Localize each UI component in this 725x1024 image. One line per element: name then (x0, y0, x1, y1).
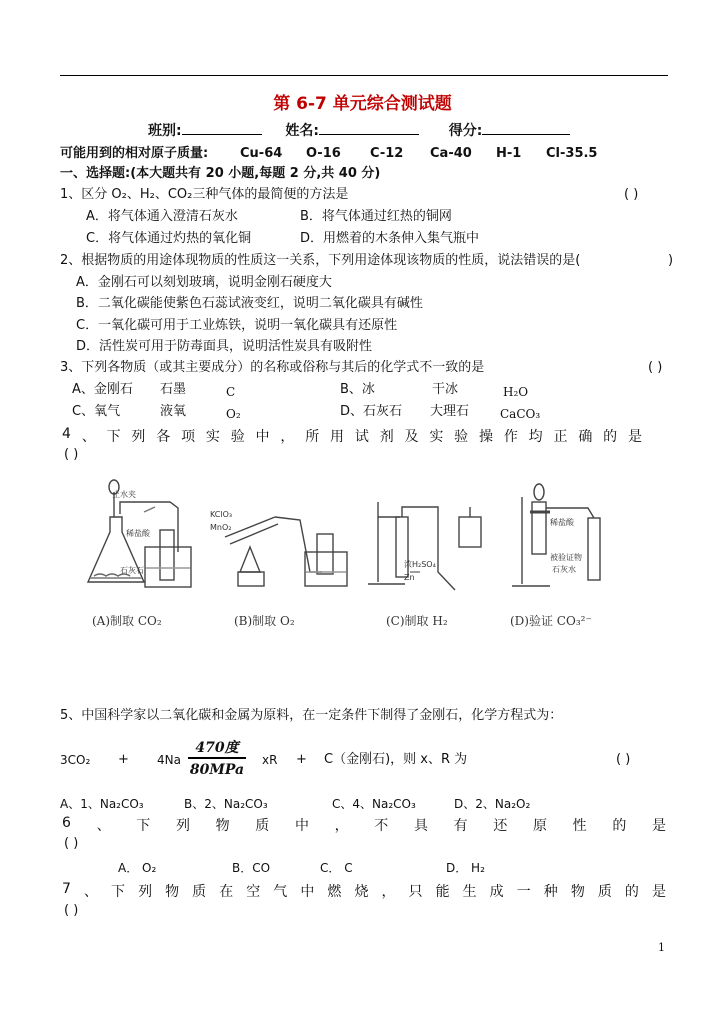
q4-answer-paren[interactable]: ( ) (64, 447, 79, 462)
stem-char: 能 (435, 884, 450, 900)
atomic-mass-item: Cl-35.5 (546, 146, 598, 161)
stem-char: 一 (516, 884, 531, 900)
q3-option-a-formula: C (226, 385, 236, 399)
limewater-tube-icon (588, 518, 600, 580)
q3-option-b-formula: H₂O (503, 385, 529, 399)
label-zhishuijia: 止水夹 (112, 490, 136, 499)
q2-option-b[interactable]: B．二氧化碳能使紫色石蕊试液变红，说明二氧化碳具有碱性 (76, 296, 423, 311)
stem-char: 的 (603, 429, 618, 445)
stem-char: 还 (493, 818, 508, 834)
stem-char: ， (280, 429, 295, 445)
name-field[interactable] (319, 122, 419, 135)
q3-option-c[interactable]: C、氧气 (72, 404, 121, 419)
stem-char: 下 (106, 429, 121, 445)
q6-option-a[interactable]: A． O₂ (118, 861, 157, 875)
q6-option-c[interactable]: C． C (320, 861, 353, 875)
stem-char: 空 (246, 884, 261, 900)
name-label: 姓名: (285, 123, 319, 139)
q1-option-d[interactable]: D．用燃着的木条伸入集气瓶中 (300, 231, 480, 246)
score-field[interactable] (482, 122, 570, 135)
stem-char: 在 (219, 884, 234, 900)
q5-eq-left1: 3CO₂ (60, 753, 91, 767)
stem-char: 中 (255, 429, 270, 445)
stem-char: 操 (479, 429, 493, 445)
stem-char: 是 (627, 429, 642, 445)
stem-char: 物 (215, 818, 230, 834)
q3-option-b-name: 干冰 (432, 382, 459, 397)
collection-tube-icon (160, 530, 174, 580)
q6-option-d[interactable]: D． H₂ (446, 861, 485, 875)
label-zn: Zn (404, 573, 415, 582)
q4-stem (62, 426, 642, 446)
stem-char: 烧 (354, 884, 369, 900)
atomic-mass-item: H-1 (496, 146, 522, 161)
q5-option-d[interactable]: D、2、Na₂O₂ (454, 797, 531, 811)
q5-condition-bottom: 80MPa (189, 762, 245, 778)
stem-char: 、 (83, 884, 98, 900)
stem-char: 种 (543, 884, 558, 900)
stem-char: 是 (652, 818, 666, 834)
collection-bottle-c-icon (459, 517, 481, 547)
stem-char: 物 (165, 884, 180, 900)
stem-char: 剂 (379, 429, 394, 445)
figure-caption-d: (D)验证 CO₃²⁻ (510, 614, 592, 628)
q3-option-c-formula: O₂ (226, 407, 241, 421)
q7-stem (62, 881, 666, 901)
stem-char: 具 (413, 818, 428, 834)
alcohol-lamp-icon (240, 547, 260, 572)
q2-answer-paren[interactable]: ) (668, 253, 674, 268)
stem-char: 原 (532, 818, 547, 834)
stem-char: 性 (572, 818, 587, 834)
stem-char: ， (334, 818, 349, 834)
q2-option-c[interactable]: C．一氧化碳可用于工业炼铁，说明一氧化碳具有还原性 (76, 318, 398, 333)
q1-option-b[interactable]: B．将气体通过红热的铜网 (300, 209, 452, 224)
page-title: 第 6-7 单元综合测试题 (273, 94, 452, 114)
q1-answer-paren[interactable]: ( ) (624, 187, 639, 202)
q5-answer-paren[interactable]: ( ) (616, 752, 631, 767)
q1-option-c[interactable]: C．将气体通过灼热的氧化铜 (86, 231, 252, 246)
q5-stem: 5、中国科学家以二氧化碳和金属为原料，在一定条件下制得了金刚石，化学方程式为： (60, 708, 563, 723)
stem-char: 正 (553, 429, 568, 445)
q5-eq-plus1: + (118, 752, 129, 767)
stem-char: 中 (294, 818, 309, 834)
figure-caption-b: (B)制取 O₂ (234, 614, 295, 628)
reaction-tube-d-icon (532, 502, 546, 554)
q5-option-a[interactable]: A、1、Na₂CO₃ (60, 797, 144, 811)
stem-char: 6 (62, 815, 71, 831)
class-field[interactable] (182, 122, 262, 135)
q5-arrow-line (188, 757, 246, 759)
header-fields (148, 122, 570, 139)
atomic-mass-item: O-16 (306, 146, 341, 161)
q1-option-a[interactable]: A．将气体通入澄清石灰水 (86, 209, 238, 224)
q3-answer-paren[interactable]: ( ) (648, 360, 663, 375)
stem-char: 实 (205, 429, 220, 445)
q1-stem: 1、区分 O₂、H₂、CO₂三种气体的最简便的方法是 (60, 187, 349, 202)
gas-jar-b-icon (317, 534, 333, 574)
q6-stem (62, 815, 666, 835)
trough-b-icon (305, 552, 347, 586)
stem-char: 各 (156, 429, 171, 445)
stem-char: 质 (255, 818, 270, 834)
trough-icon (145, 547, 191, 587)
label-shihuishi: 石灰石 (120, 566, 144, 575)
q3-stem: 3、下列各物质（或其主要成分）的名称或俗称与其后的化学式不一致的是 (60, 360, 485, 375)
dropper-bulb-icon (534, 484, 544, 500)
q2-option-a[interactable]: A．金刚石可以刻划玻璃，说明金刚石硬度大 (76, 275, 332, 290)
label-beiyanzheng: 被验证物 (550, 553, 582, 562)
stem-char: ， (381, 884, 396, 900)
stem-char: 均 (528, 429, 543, 445)
stem-char: 燃 (327, 884, 342, 900)
stem-char: 有 (453, 818, 468, 834)
stem-char: 列 (138, 884, 153, 900)
q3-option-a[interactable]: A、金刚石 (72, 382, 133, 397)
stem-char: 、 (81, 429, 96, 445)
stem-char: 作 (503, 429, 518, 445)
q5-eq-right1: xR (262, 753, 278, 767)
figure-caption-c: (C)制取 H₂ (386, 614, 448, 628)
q3-option-b[interactable]: B、冰 (340, 382, 375, 397)
stem-char: 、 (96, 818, 111, 834)
q3-option-d[interactable]: D、石灰石 (340, 404, 403, 419)
label-xiyansuan-d: 稀盐酸 (550, 518, 574, 527)
atomic-mass-list (240, 146, 597, 162)
q6-option-b[interactable]: B．CO (232, 861, 271, 875)
q5-condition-top: 470度 (195, 740, 239, 756)
q3-option-c-name: 液氧 (160, 404, 187, 419)
q2-stem: 2、根据物质的用途体现物质的性质这一关系，下列用途体现该物质的性质，说法错误的是( (60, 253, 581, 268)
q5-eq-right2: C（金刚石)，则 x、R 为 (324, 752, 468, 767)
score-label: 得分: (448, 123, 483, 139)
q3-option-a-name: 石墨 (160, 382, 187, 397)
q3-option-d-name: 大理石 (430, 404, 470, 419)
page-number: 1 (658, 941, 665, 954)
stem-char: 生 (462, 884, 477, 900)
stem-char: 及 (404, 429, 419, 445)
stem-char: 下 (136, 818, 151, 834)
atomic-mass-label: 可能用到的相对原子质量: (60, 146, 209, 161)
stem-char: 气 (273, 884, 288, 900)
stem-char: 验 (454, 429, 469, 445)
label-mno2: MnO₂ (210, 523, 232, 532)
stem-char: 实 (429, 429, 444, 445)
stem-char: 的 (624, 884, 639, 900)
stem-char: 4 (62, 426, 71, 442)
stem-char: 中 (300, 884, 315, 900)
top-rule (60, 75, 668, 76)
q5-eq-plus2: + (296, 752, 307, 767)
q6-answer-paren[interactable]: ( ) (64, 836, 79, 851)
stem-char: 物 (570, 884, 585, 900)
stem-char: 列 (175, 818, 190, 834)
stem-char: 质 (597, 884, 612, 900)
stem-char: 验 (230, 429, 245, 445)
stem-char: 是 (651, 884, 666, 900)
label-kclo3: KClO₃ (210, 510, 233, 519)
q2-option-d[interactable]: D．活性炭可用于防毒面具，说明活性炭具有吸附性 (76, 339, 373, 354)
q5-option-c[interactable]: C、4、Na₂CO₃ (332, 797, 416, 811)
atomic-mass-item: C-12 (370, 146, 404, 161)
stem-char: 7 (62, 881, 71, 897)
label-nonghso4: 浓H₂SO₄ (404, 560, 436, 569)
lamp-base-icon (238, 572, 264, 586)
atomic-mass-item: Ca-40 (430, 146, 472, 161)
stem-char: 试 (354, 429, 369, 445)
stem-char: 的 (612, 818, 627, 834)
q7-answer-paren[interactable]: ( ) (64, 903, 79, 918)
stem-char: 只 (408, 884, 423, 900)
stem-char: 列 (131, 429, 146, 445)
stem-char: 下 (111, 884, 126, 900)
stem-char: 确 (578, 429, 593, 445)
q5-eq-left2: 4Na (157, 753, 181, 767)
stem-char: 不 (374, 818, 389, 834)
atomic-mass-item: Cu-64 (240, 146, 283, 161)
label-shihuishui: 石灰水 (552, 565, 576, 574)
figure-caption-a: (A)制取 CO₂ (92, 614, 162, 628)
label-xiyansuan: 稀盐酸 (126, 529, 150, 538)
stem-char: 用 (330, 429, 345, 445)
section-heading: 一、选择题:(本大题共有 20 小题,每题 2 分,共 40 分) (60, 166, 381, 181)
test-tube-icon (225, 517, 275, 537)
q3-option-d-formula: CaCO₃ (500, 407, 541, 421)
stem-char: 质 (192, 884, 207, 900)
class-label: 班别: (148, 123, 182, 139)
stem-char: 成 (489, 884, 504, 900)
q5-option-b[interactable]: B、2、Na₂CO₃ (184, 797, 268, 811)
stem-char: 项 (181, 429, 196, 445)
stem-char: 所 (305, 429, 320, 445)
